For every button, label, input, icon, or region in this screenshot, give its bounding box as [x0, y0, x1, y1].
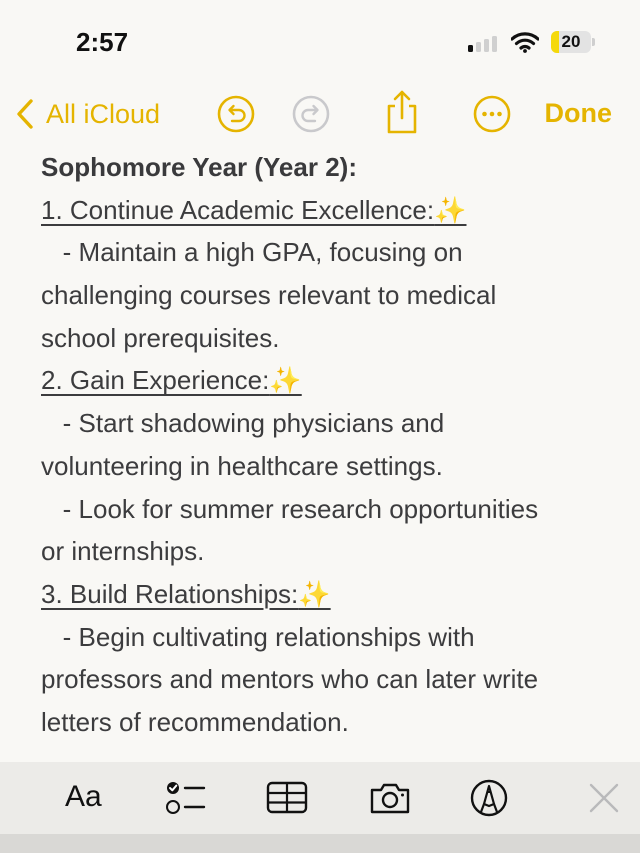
note-line: volunteering in healthcare settings.	[41, 450, 443, 481]
status-bar	[0, 0, 640, 80]
note-line: professors and mentors who can later write	[41, 664, 539, 695]
note-line: school prerequisites.	[41, 322, 280, 353]
share-icon[interactable]	[381, 88, 423, 136]
more-icon[interactable]	[472, 94, 512, 134]
battery-indicator	[551, 31, 595, 53]
note-line: - Look for summer research opportunities	[41, 493, 539, 524]
formatting-toolbar	[0, 762, 640, 834]
battery-level: 20	[561, 32, 581, 51]
chevron-left-icon	[14, 98, 36, 130]
cellular-signal-icon	[468, 36, 500, 52]
camera-icon[interactable]	[368, 778, 412, 818]
sparkles-icon: ✨	[434, 194, 467, 225]
note-title: Sophomore Year (Year 2):	[41, 152, 357, 182]
back-label: All iCloud	[46, 98, 161, 129]
note-heading: 1. Continue Academic Excellence:✨	[41, 194, 467, 225]
note-line: - Start shadowing physicians and	[41, 408, 445, 439]
wifi-icon	[511, 31, 539, 53]
checklist-icon[interactable]	[164, 778, 208, 818]
close-icon[interactable]	[582, 778, 626, 818]
undo-icon[interactable]	[216, 94, 256, 134]
note-line: challenging courses relevant to medical	[41, 280, 497, 311]
status-time: 2:57	[76, 27, 129, 57]
sparkles-icon: ✨	[269, 365, 302, 396]
table-icon[interactable]	[265, 778, 309, 818]
note-line: or internships.	[41, 536, 205, 567]
back-button[interactable]	[14, 96, 160, 132]
navigation-bar	[0, 84, 640, 144]
note-body[interactable]	[41, 146, 611, 744]
format-text-button[interactable]: Aa	[65, 780, 102, 813]
note-line: - Begin cultivating relationships with	[41, 621, 475, 652]
note-line: letters of recommendation.	[41, 706, 349, 737]
home-indicator-area	[0, 834, 640, 853]
note-heading: 2. Gain Experience:✨	[41, 365, 302, 396]
sparkles-icon: ✨	[298, 578, 331, 609]
note-line: - Maintain a high GPA, focusing on	[41, 237, 463, 268]
redo-icon[interactable]	[291, 94, 331, 134]
markup-icon[interactable]	[467, 778, 511, 818]
done-button[interactable]: Done	[544, 98, 612, 128]
note-heading: 3. Build Relationships:✨	[41, 578, 331, 609]
